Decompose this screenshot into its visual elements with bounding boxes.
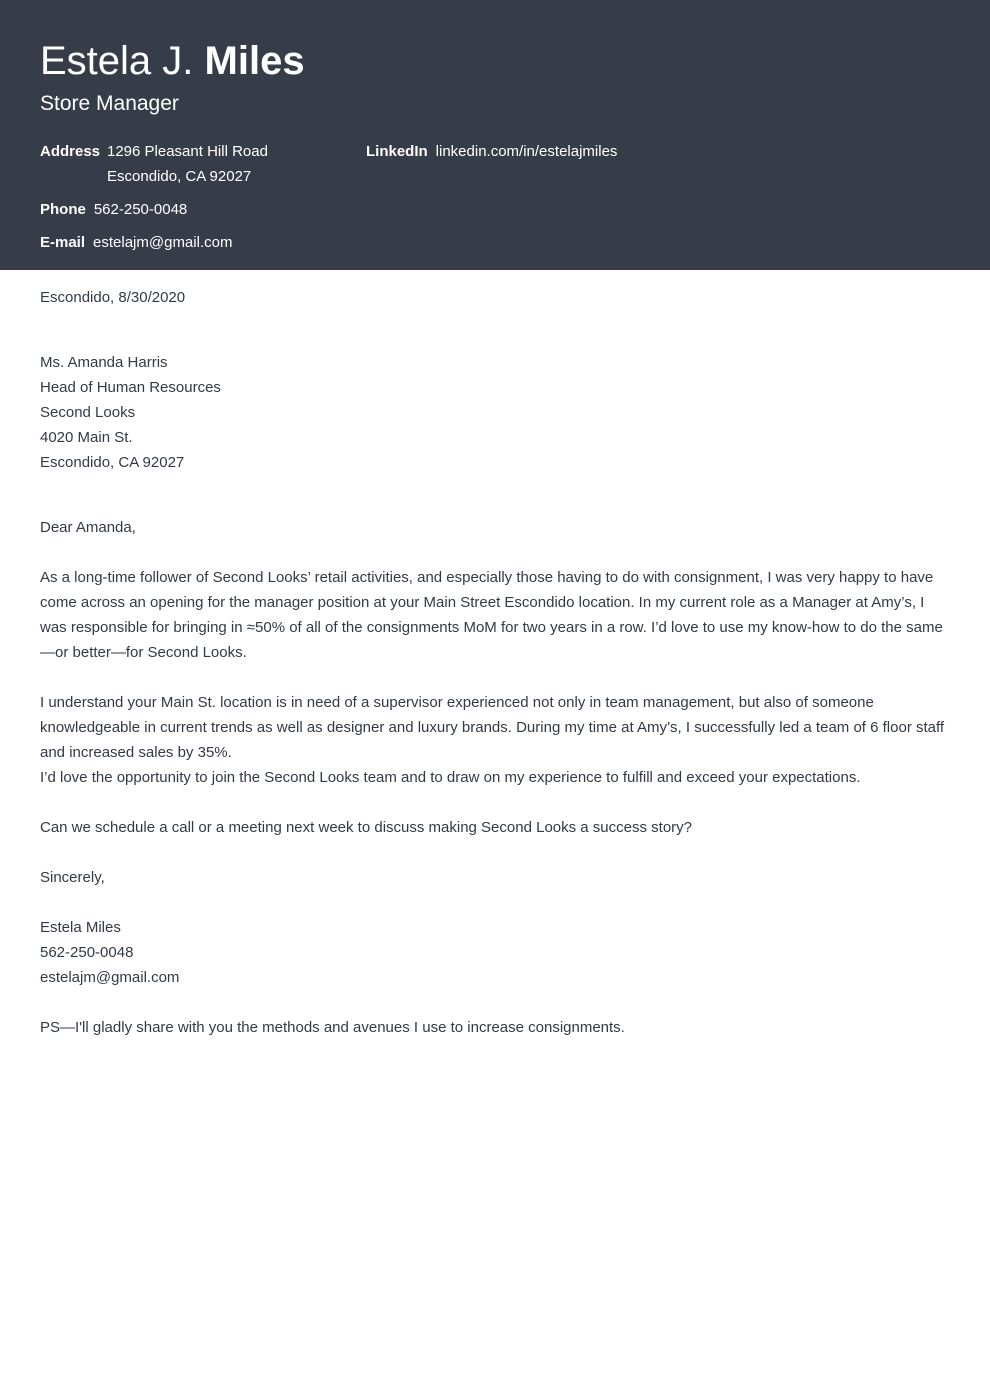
email-link[interactable]: estelajm@gmail.com (93, 234, 233, 251)
contact-email (40, 230, 232, 255)
recipient-company: Second Looks (40, 404, 136, 421)
recipient-block (40, 350, 952, 475)
address-label: Address (40, 143, 101, 160)
job-title: Store Manager (40, 92, 179, 115)
email-label: E-mail (40, 234, 86, 251)
linkedin-link[interactable]: linkedin.com/in/estelajmiles (435, 143, 618, 160)
address-line2: Escondido, CA 92027 (107, 168, 252, 185)
signature-phone: 562-250-0048 (40, 944, 134, 961)
signature-name: Estela Miles (40, 919, 121, 936)
paragraph-opportunity: I’d love the opportunity to join the Second Looks team and to draw on my experience to fulfill and exceed your expectations. (40, 769, 861, 786)
signature-block (40, 915, 952, 990)
letter-header (0, 0, 990, 270)
signature-email: estelajm@gmail.com (40, 969, 180, 986)
contact-address (40, 139, 268, 189)
paragraph-experience: I understand your Main St. location is in need of a supervisor experienced not only in team management, but also of someone knowledgeable in current trends as well as designer and luxury brands. During my time at Amy’s, I successfully led a team of 6 floor staff and increased sales by 35%. (40, 694, 945, 761)
phone-value: 562-250-0048 (93, 201, 188, 218)
linkedin-label: LinkedIn (366, 143, 428, 160)
closing: Sincerely, (40, 869, 105, 886)
paragraph-intro: As a long-time follower of Second Looks’ retail activities, and especially those having to do with consignment, I was very happy to have come across an opening for the manager position at your Main Street Escondido location. In my current role as a Manager at Amy’s, I was responsible for bringing in ≈50% of all of the consignments MoM for two years in a row. I’d love to use my know-how to do the same—or better—for Second Looks. (40, 569, 943, 661)
paragraph-call-to-action: Can we schedule a call or a meeting next week to discuss making Second Looks a success story? (40, 819, 693, 836)
last-name: Miles (204, 39, 305, 83)
recipient-position: Head of Human Resources (40, 379, 221, 396)
first-name: Estela J. (40, 39, 194, 83)
contact-phone (40, 197, 187, 222)
letter-date: Escondido, 8/30/2020 (40, 289, 186, 306)
recipient-street: 4020 Main St. (40, 429, 133, 446)
contact-linkedin (366, 139, 617, 164)
recipient-name: Ms. Amanda Harris (40, 354, 168, 371)
letter-body (40, 285, 952, 1040)
applicant-name (40, 38, 305, 84)
recipient-city: Escondido, CA 92027 (40, 454, 185, 471)
phone-label: Phone (40, 201, 86, 218)
postscript: PS—I'll gladly share with you the methods and avenues I use to increase consignments. (40, 1019, 625, 1036)
address-value (107, 139, 268, 189)
address-line1: 1296 Pleasant Hill Road (107, 143, 268, 160)
greeting: Dear Amanda, (40, 519, 136, 536)
